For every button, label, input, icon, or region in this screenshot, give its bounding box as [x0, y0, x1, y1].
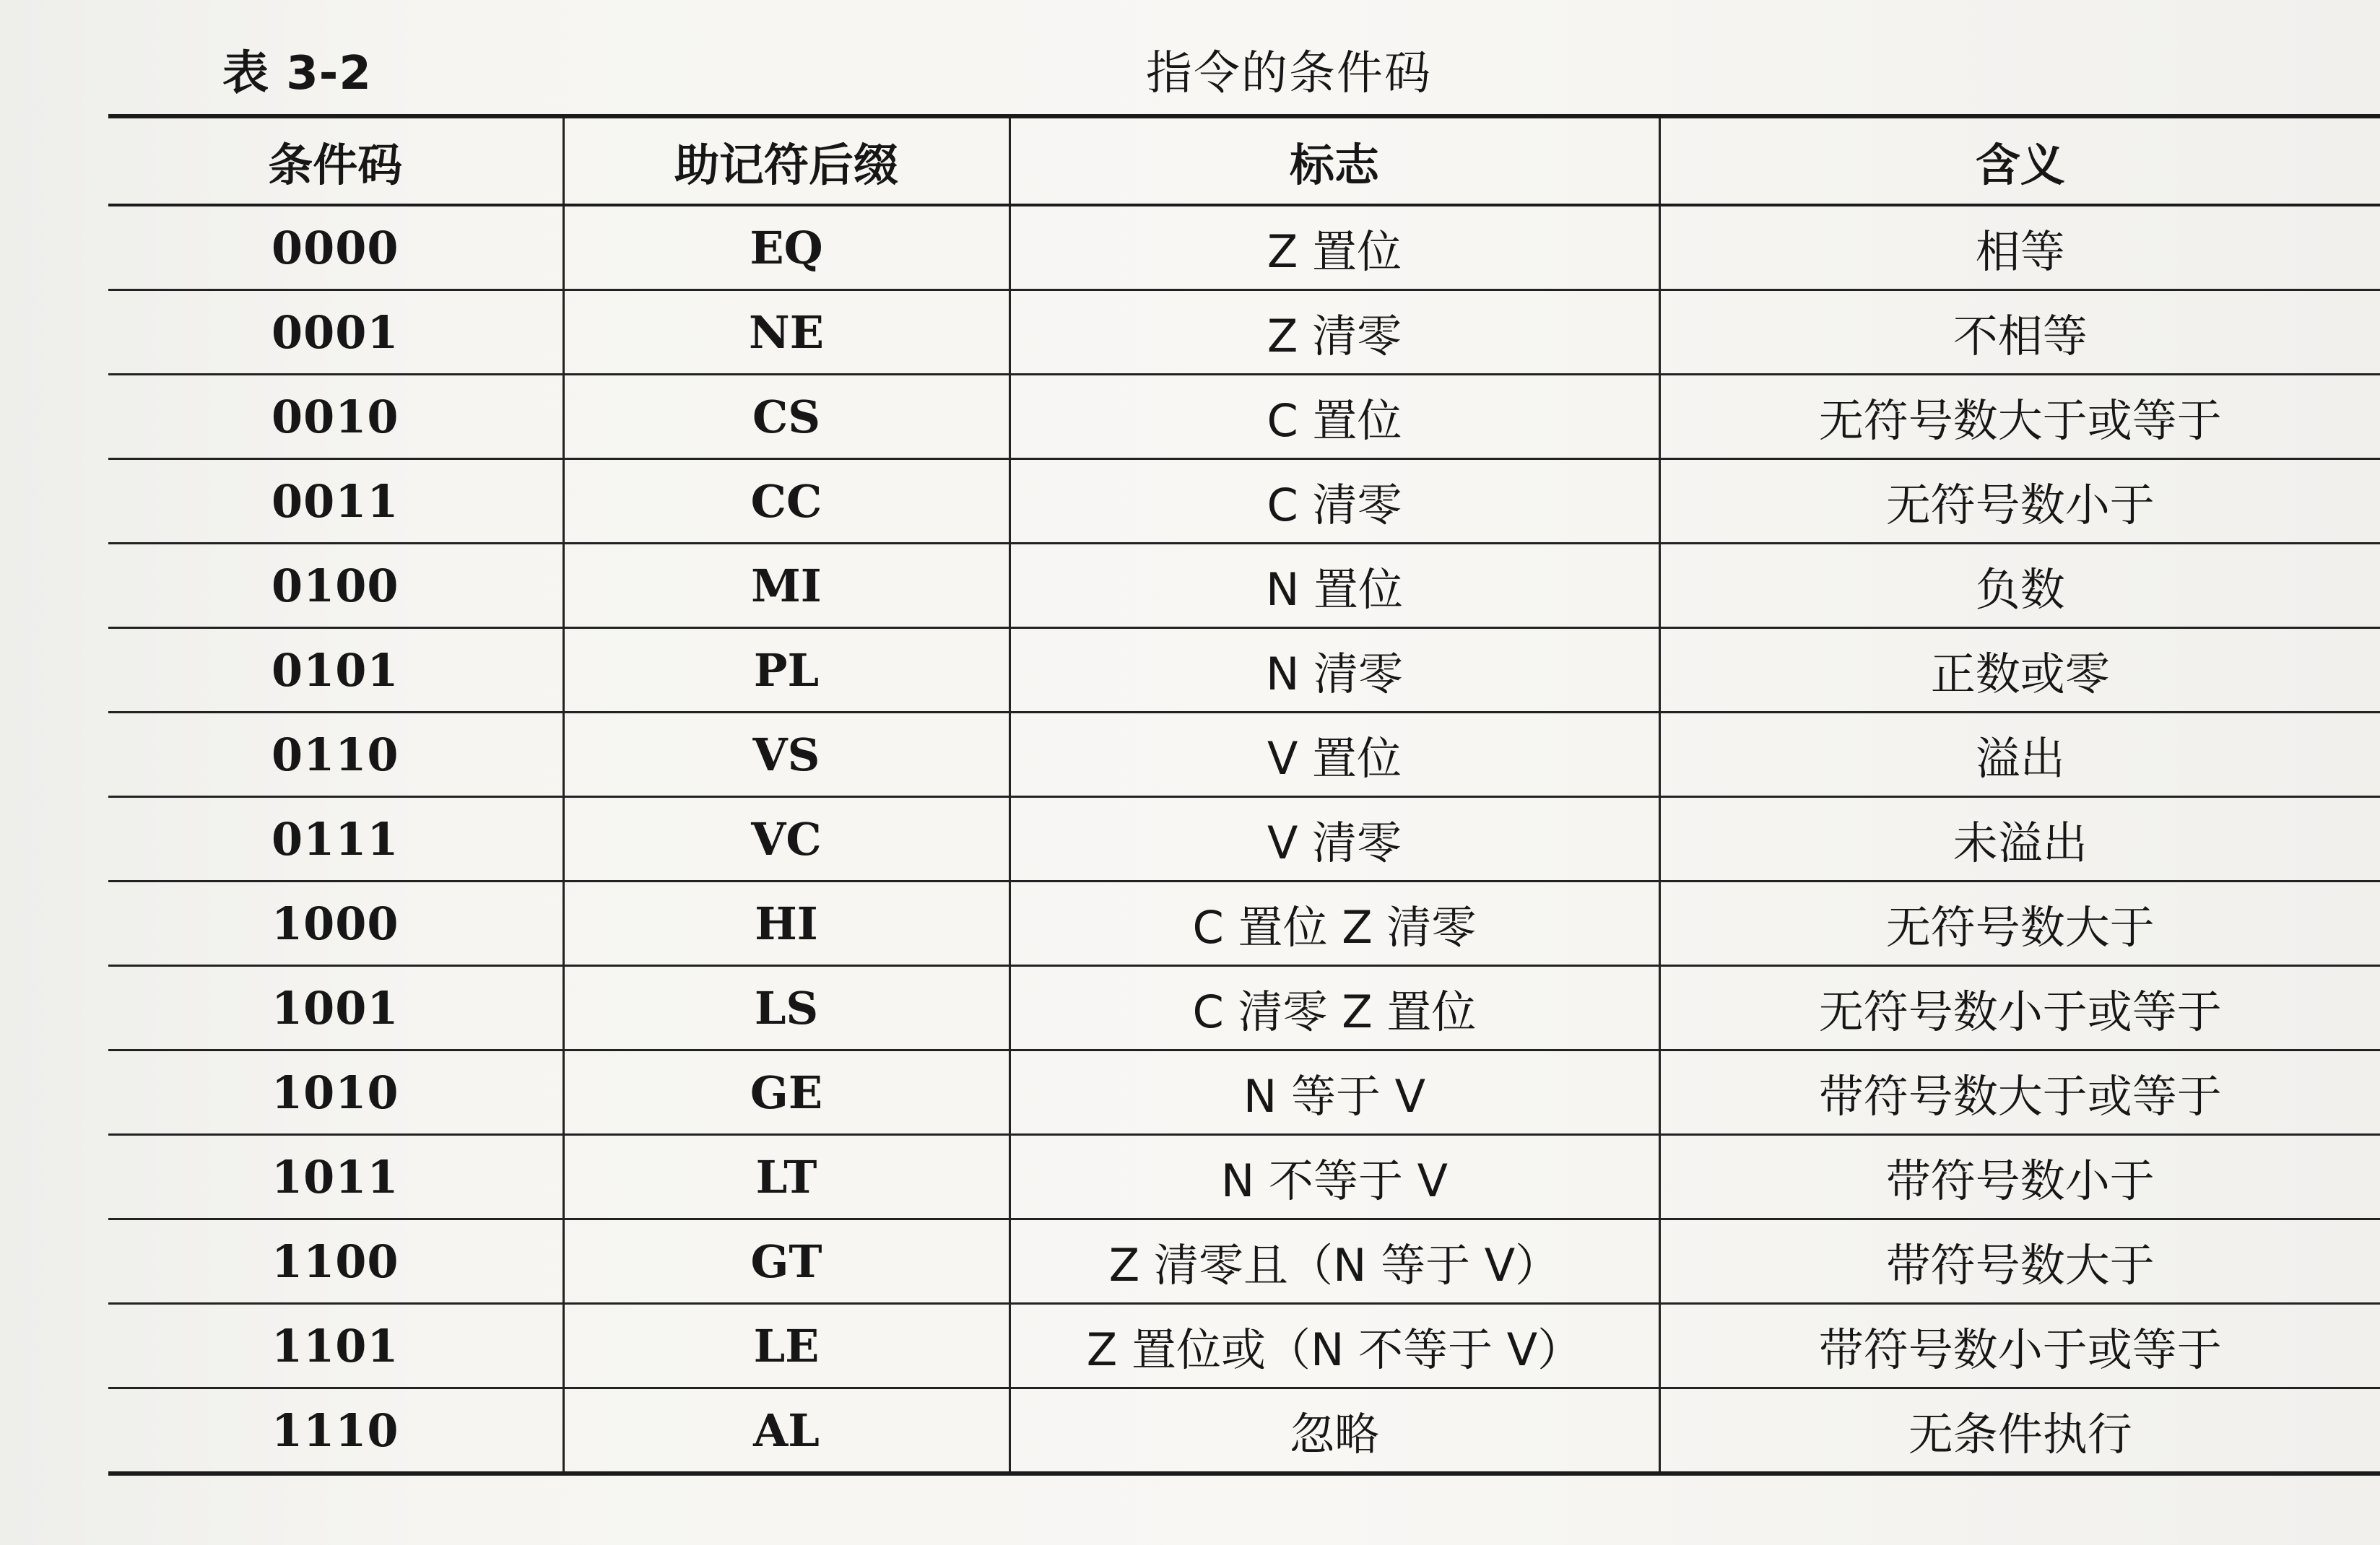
flags-cell: N 置位 [1009, 544, 1659, 628]
mnemonic-cell: CS [563, 375, 1009, 459]
flags-cell: Z 清零且（N 等于 V） [1009, 1219, 1659, 1304]
meaning-cell: 无符号数大于或等于 [1659, 375, 2380, 459]
condition-code-cell: 1100 [271, 1235, 399, 1288]
condition-code-cell: 1110 [271, 1403, 399, 1457]
flags-cell: V 置位 [1009, 713, 1659, 797]
condition-code-cell: 0111 [271, 812, 399, 866]
table-row [108, 459, 2380, 544]
table-row [108, 966, 2380, 1050]
mnemonic-cell: PL [563, 628, 1009, 713]
meaning-cell: 负数 [1659, 544, 2380, 628]
header-meaning: 含义 [1659, 116, 2380, 205]
meaning-cell: 相等 [1659, 205, 2380, 290]
flags-cell: N 等于 V [1009, 1050, 1659, 1135]
flags-cell: V 清零 [1009, 797, 1659, 882]
condition-code-cell: 0000 [271, 221, 399, 274]
table-row [108, 205, 2380, 290]
table-row [108, 1050, 2380, 1135]
meaning-cell: 无符号数大于 [1659, 882, 2380, 966]
meaning-cell: 带符号数小于 [1659, 1135, 2380, 1219]
meaning-cell: 未溢出 [1659, 797, 2380, 882]
mnemonic-cell: GT [563, 1219, 1009, 1304]
condition-code-cell: 1101 [271, 1319, 399, 1372]
header-row [108, 116, 2380, 205]
table-row [108, 1135, 2380, 1219]
table-body [108, 205, 2380, 1474]
mnemonic-cell: HI [563, 882, 1009, 966]
table-header [108, 116, 2380, 205]
table-row [108, 713, 2380, 797]
mnemonic-cell: LS [563, 966, 1009, 1050]
table-row [108, 1304, 2380, 1388]
flags-cell: 忽略 [1009, 1388, 1659, 1474]
table-row [108, 290, 2380, 375]
table-row [108, 628, 2380, 713]
mnemonic-cell: AL [563, 1388, 1009, 1474]
header-condition-code: 条件码 [268, 138, 403, 191]
mnemonic-cell: GE [563, 1050, 1009, 1135]
flags-cell: C 清零 Z 置位 [1009, 966, 1659, 1050]
meaning-cell: 无条件执行 [1659, 1388, 2380, 1474]
header-flags: 标志 [1009, 116, 1659, 205]
condition-code-cell: 1010 [271, 1066, 399, 1119]
meaning-cell: 正数或零 [1659, 628, 2380, 713]
meaning-cell: 无符号数小于 [1659, 459, 2380, 544]
mnemonic-cell: LT [563, 1135, 1009, 1219]
mnemonic-cell: VC [563, 797, 1009, 882]
mnemonic-cell: EQ [563, 205, 1009, 290]
condition-code-cell: 0010 [271, 390, 399, 443]
meaning-cell: 带符号数小于或等于 [1659, 1304, 2380, 1388]
table-row [108, 544, 2380, 628]
flags-cell: C 置位 Z 清零 [1009, 882, 1659, 966]
table-row [108, 1219, 2380, 1304]
condition-code-cell: 0011 [271, 474, 399, 528]
table-row [108, 882, 2380, 966]
mnemonic-cell: MI [563, 544, 1009, 628]
condition-code-cell: 1011 [271, 1150, 399, 1204]
meaning-cell: 带符号数大于或等于 [1659, 1050, 2380, 1135]
flags-cell: Z 置位或（N 不等于 V） [1009, 1304, 1659, 1388]
flags-cell: N 清零 [1009, 628, 1659, 713]
condition-code-cell: 1000 [271, 897, 399, 950]
condition-code-cell: 0001 [271, 305, 399, 359]
condition-code-cell: 0100 [271, 559, 399, 612]
mnemonic-cell: VS [563, 713, 1009, 797]
meaning-cell: 无符号数小于或等于 [1659, 966, 2380, 1050]
mnemonic-cell: NE [563, 290, 1009, 375]
table-row [108, 375, 2380, 459]
table-row [108, 1388, 2380, 1474]
condition-code-table [108, 114, 2380, 1476]
mnemonic-cell: LE [563, 1304, 1009, 1388]
flags-cell: C 置位 [1009, 375, 1659, 459]
flags-cell: Z 置位 [1009, 205, 1659, 290]
flags-cell: N 不等于 V [1009, 1135, 1659, 1219]
meaning-cell: 溢出 [1659, 713, 2380, 797]
meaning-cell: 带符号数大于 [1659, 1219, 2380, 1304]
table-row [108, 797, 2380, 882]
table-caption: 指令的条件码 [1146, 47, 1432, 100]
condition-code-cell: 0110 [271, 728, 399, 781]
flags-cell: Z 清零 [1009, 290, 1659, 375]
mnemonic-cell: CC [563, 459, 1009, 544]
condition-code-cell: 0101 [271, 643, 399, 697]
flags-cell: C 清零 [1009, 459, 1659, 544]
condition-code-cell: 1001 [271, 981, 399, 1035]
header-mnemonic-suffix: 助记符后缀 [563, 116, 1009, 205]
table-number-label: 表 3-2 [222, 47, 372, 100]
meaning-cell: 不相等 [1659, 290, 2380, 375]
